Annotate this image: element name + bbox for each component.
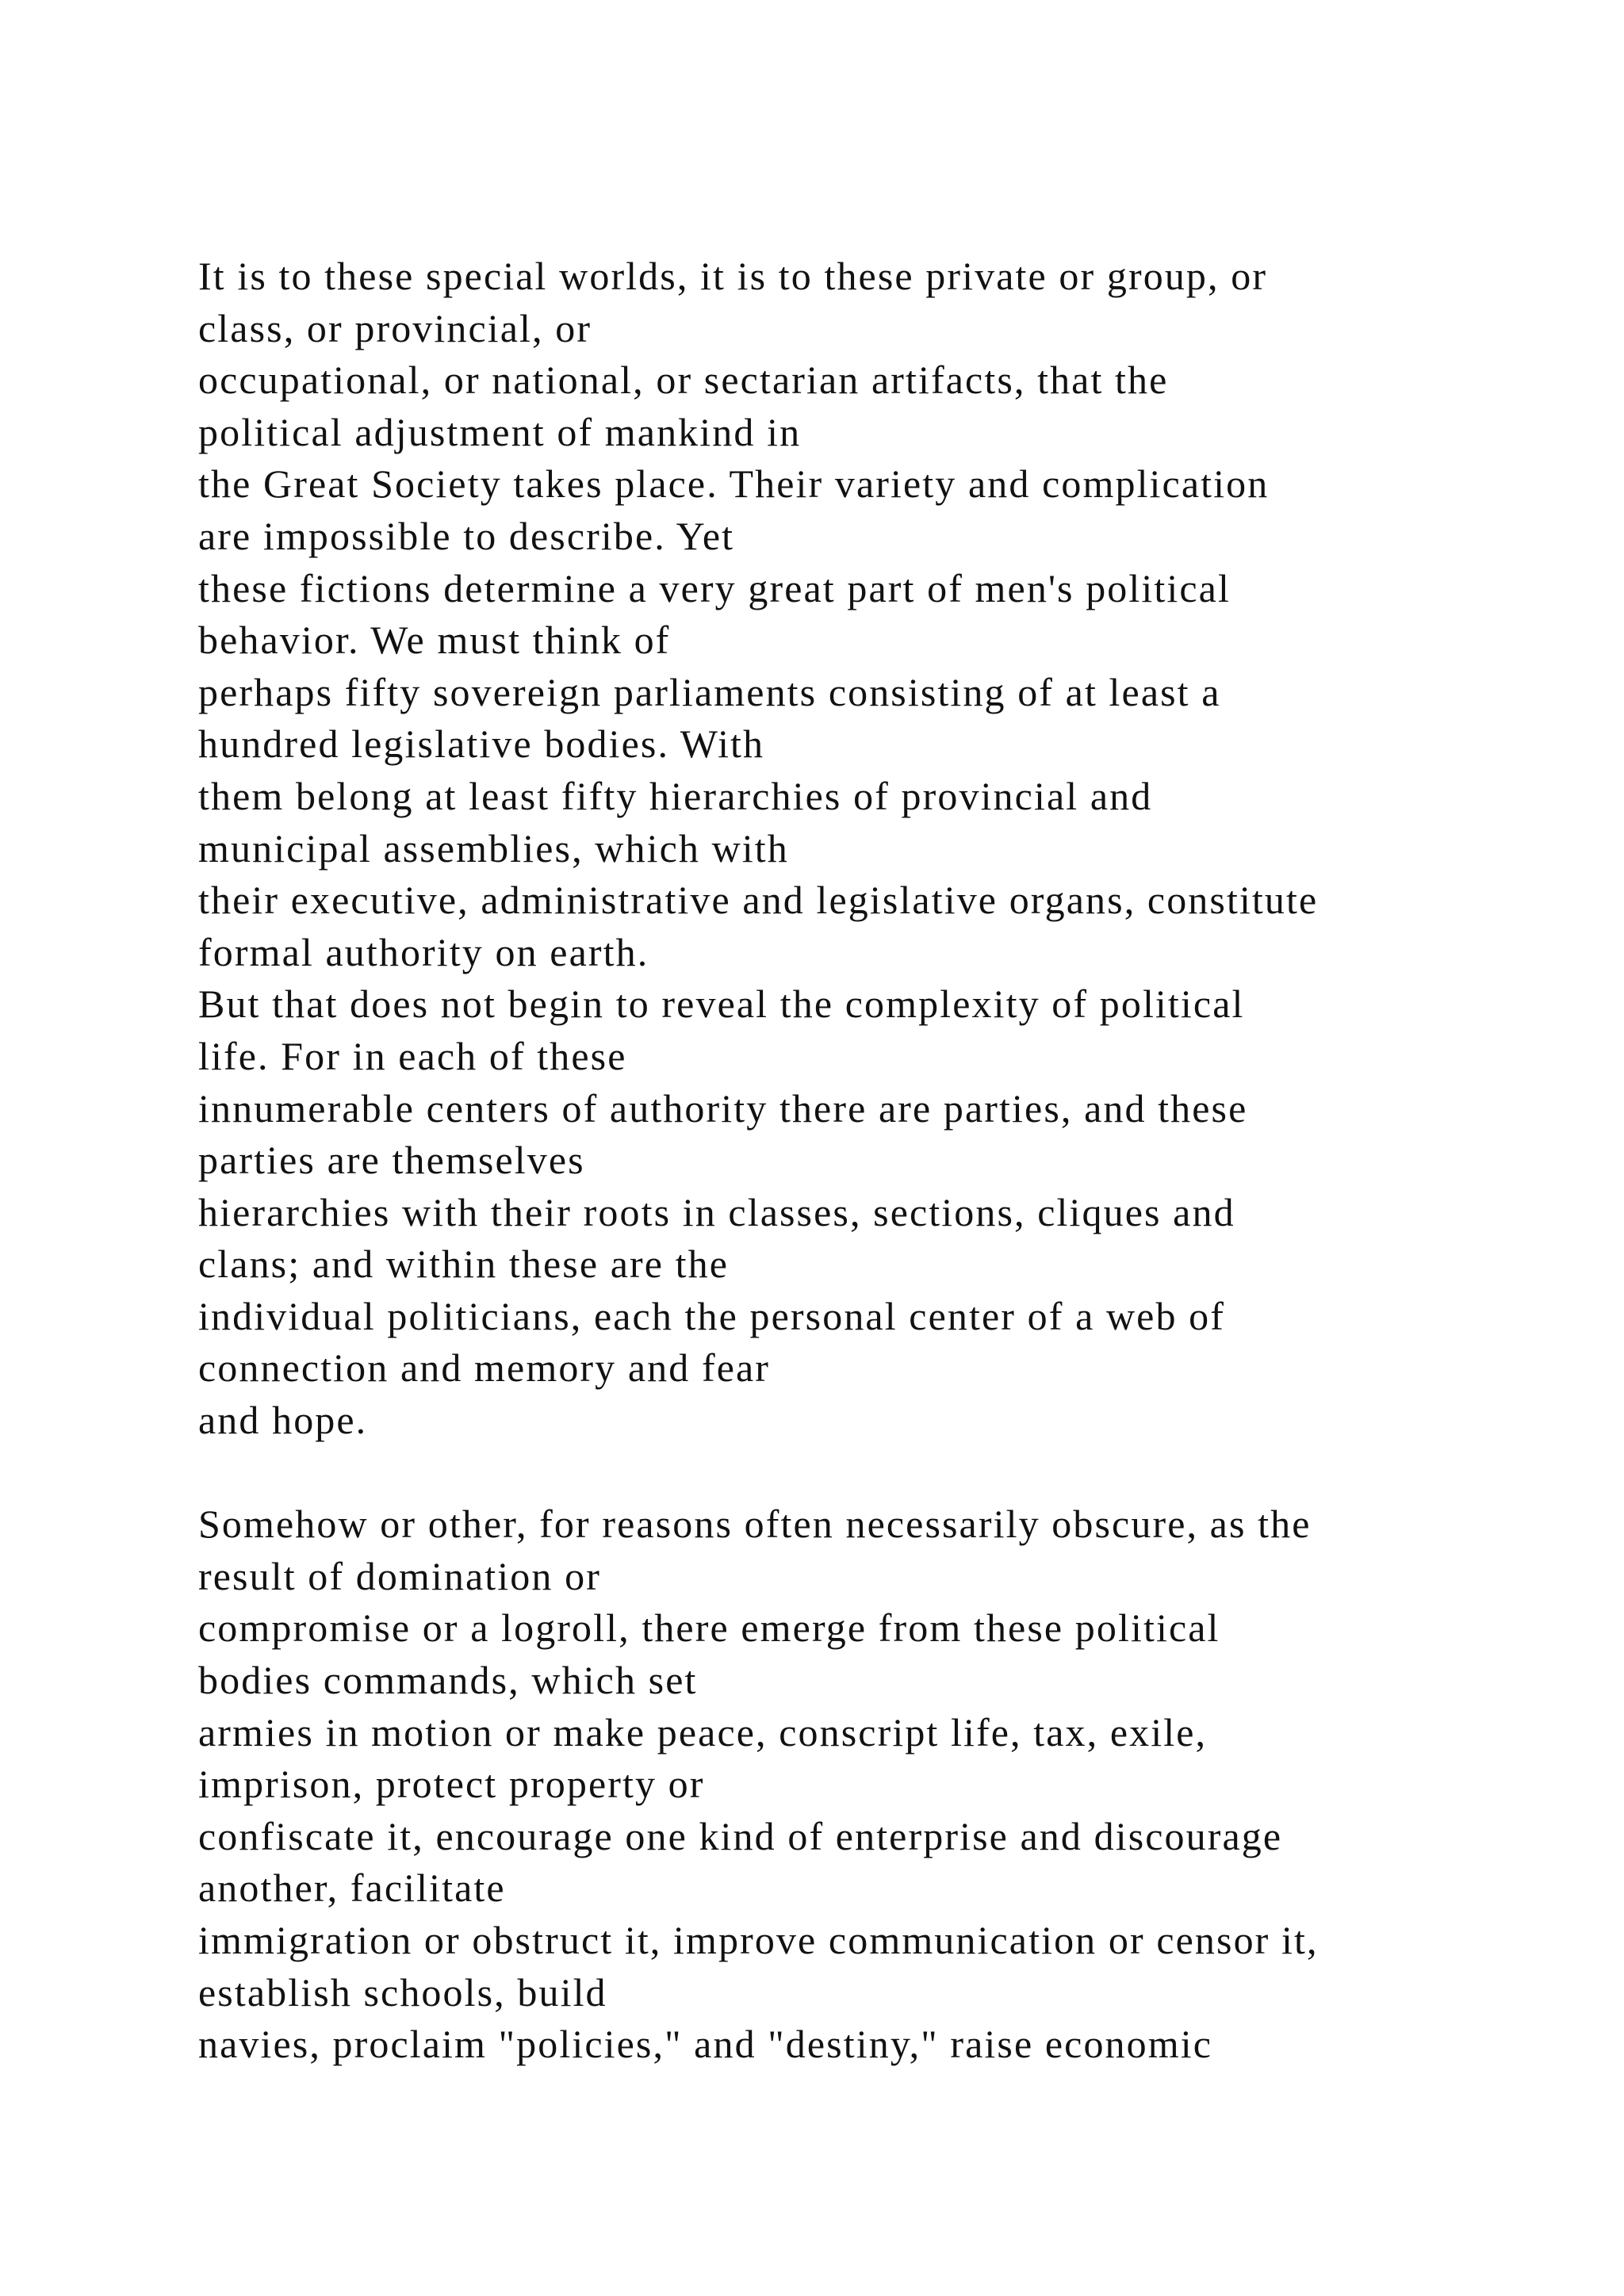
text-line: hierarchies with their roots in classes, sections, cliques and [198, 1189, 1235, 1234]
text-line: parties are themselves [198, 1138, 585, 1183]
text-line: confiscate it, encourage one kind of enterprise and discourage [198, 1813, 1283, 1858]
paragraph-gap [198, 1447, 1546, 1499]
text-line: political adjustment of mankind in [198, 409, 802, 454]
text-line: perhaps fifty sovereign parliaments consisting of at least a [198, 669, 1221, 714]
text-line: are impossible to describe. Yet [198, 513, 735, 558]
paragraph-2 [198, 1498, 1546, 2071]
paragraph-1 [198, 251, 1546, 1447]
text-line: their executive, administrative and legislative organs, constitute [198, 878, 1319, 923]
text-line: establish schools, build [198, 1969, 607, 2015]
text-line: life. For in each of these [198, 1033, 627, 1078]
text-line: hundred legislative bodies. With [198, 721, 765, 767]
text-line: imprison, protect property or [198, 1762, 705, 1807]
text-line: another, facilitate [198, 1866, 506, 1911]
text-line: municipal assemblies, which with [198, 825, 789, 871]
text-line: result of domination or [198, 1553, 601, 1598]
text-line: But that does not begin to reveal the complexity of political [198, 982, 1245, 1027]
text-line: connection and memory and fear [198, 1345, 771, 1391]
document-body [198, 251, 1546, 2071]
text-line: It is to these special worlds, it is to these private or group, or [198, 254, 1268, 298]
text-line: navies, proclaim "policies," and "destiny," raise economic [198, 2022, 1213, 2067]
text-line: compromise or a logroll, there emerge from these political [198, 1605, 1220, 1651]
text-line: class, or provincial, or [198, 305, 592, 350]
text-line: immigration or obstruct it, improve communication or censor it, [198, 1918, 1319, 1962]
text-line: behavior. We must think of [198, 618, 671, 663]
text-line: clans; and within these are the [198, 1242, 730, 1287]
text-line: Somehow or other, for reasons often necessarily obscure, as the [198, 1502, 1312, 1547]
text-line: individual politicians, each the personal center of a web of [198, 1293, 1226, 1338]
text-line: innumerable centers of authority there are parties, and these [198, 1085, 1248, 1131]
text-line: the Great Society takes place. Their variety and complication [198, 461, 1270, 507]
text-line: and hope. [198, 1398, 368, 1443]
text-line: bodies commands, which set [198, 1658, 698, 1703]
text-line: these fictions determine a very great part of men's political [198, 565, 1231, 610]
text-line: occupational, or national, or sectarian artifacts, that the [198, 358, 1169, 403]
text-line: armies in motion or make peace, conscript life, tax, exile, [198, 1709, 1208, 1755]
text-line: them belong at least fifty hierarchies of provincial and [198, 773, 1153, 818]
text-line: formal authority on earth. [198, 929, 649, 974]
